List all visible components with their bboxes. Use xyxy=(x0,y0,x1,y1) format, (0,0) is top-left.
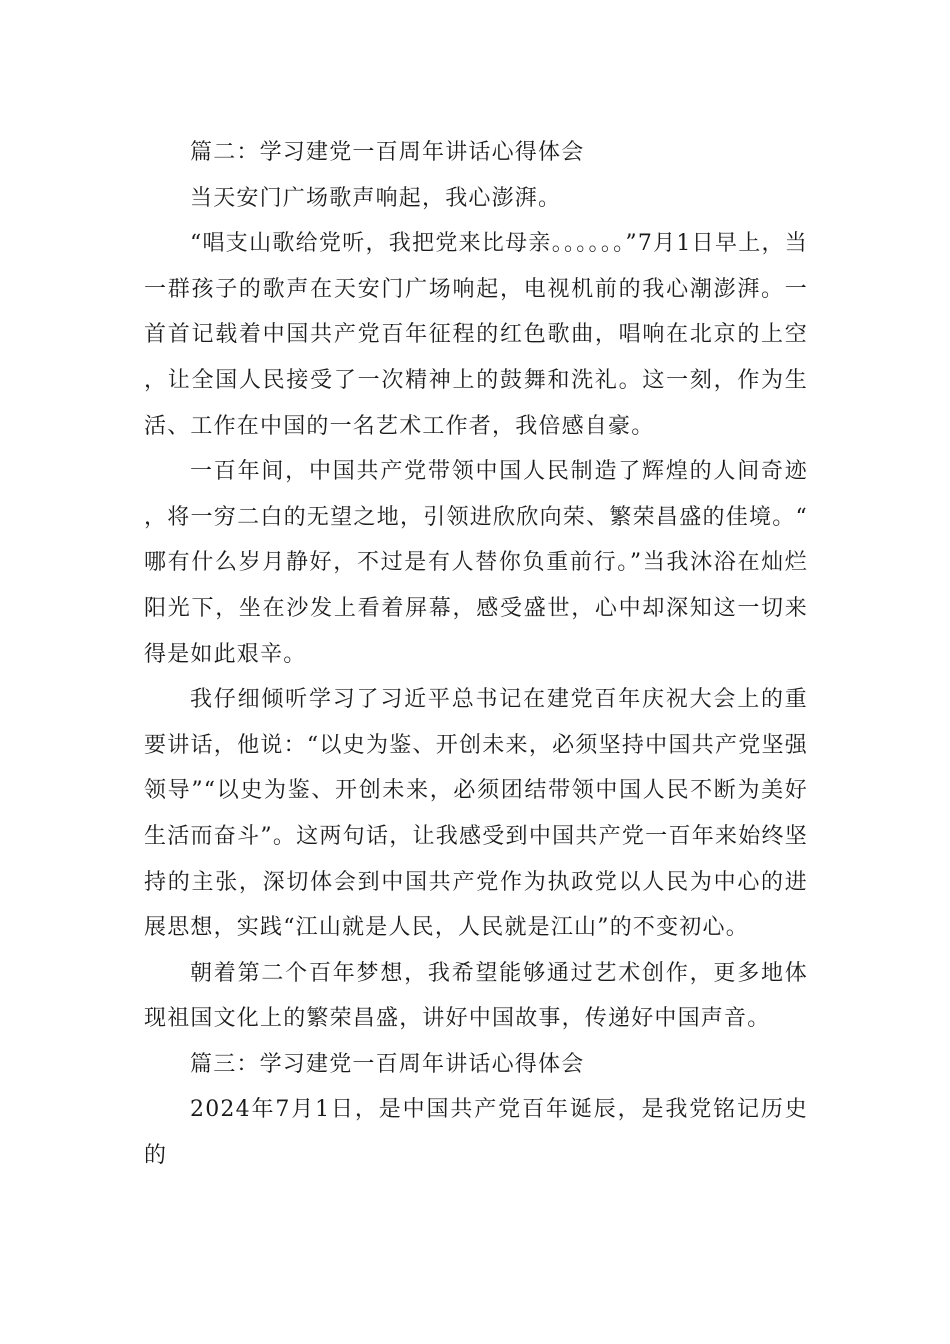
paragraph: 我仔细倾听学习了习近平总书记在建党百年庆祝大会上的重要讲话，他说：“以史为鉴、开创未来，必须坚持中国共产党坚强领导”“以史为鉴、开创未来，必须团结带领中国人民不断为美好生活而奋斗”。这两句话，让我感受到中国共产党一百年来始终坚持的主张，深切体会到中国共产党作为执政党以人民为中心的进展思想，实践“江山就是人民，人民就是江山”的不变初心。 xyxy=(144,687,808,941)
paragraph: 朝着第二个百年梦想，我希望能够通过艺术创作，更多地体现祖国文化上的繁荣昌盛，讲好中国故事，传递好中国声音。 xyxy=(144,960,808,1032)
section-heading-2: 篇二：学习建党一百周年讲话心得体会 xyxy=(190,140,585,165)
paragraph: 2024年7月1日，是中国共产党百年诞辰，是我党铭记历史的 xyxy=(144,1097,808,1169)
paragraph: 一百年间，中国共产党带领中国人民制造了辉煌的人间奇迹，将一穷二白的无望之地，引领进欣欣向荣、繁荣昌盛的佳境。“哪有什么岁月静好，不过是有人替你负重前行。”当我沐浴在灿烂阳光下，坐在沙发上看着屏幕，感受盛世，心中却深知这一切来得是如此艰辛。 xyxy=(144,459,808,667)
paragraph: 当天安门广场歌声响起，我心澎湃。 xyxy=(190,185,562,211)
section-heading-3: 篇三：学习建党一百周年讲话心得体会 xyxy=(190,1051,585,1077)
document-body xyxy=(144,130,808,1179)
paragraph: “唱支山歌给党听，我把党来比母亲。。。。。。”7月1日早上，当一群孩子的歌声在天安门广场响起，电视机前的我心潮澎湃。一首首记载着中国共产党百年征程的红色歌曲，唱响在北京的上空，让全国人民接受了一次精神上的鼓舞和洗礼。这一刻，作为生活、工作在中国的一名艺术工作者，我倍感自豪。 xyxy=(144,231,808,439)
